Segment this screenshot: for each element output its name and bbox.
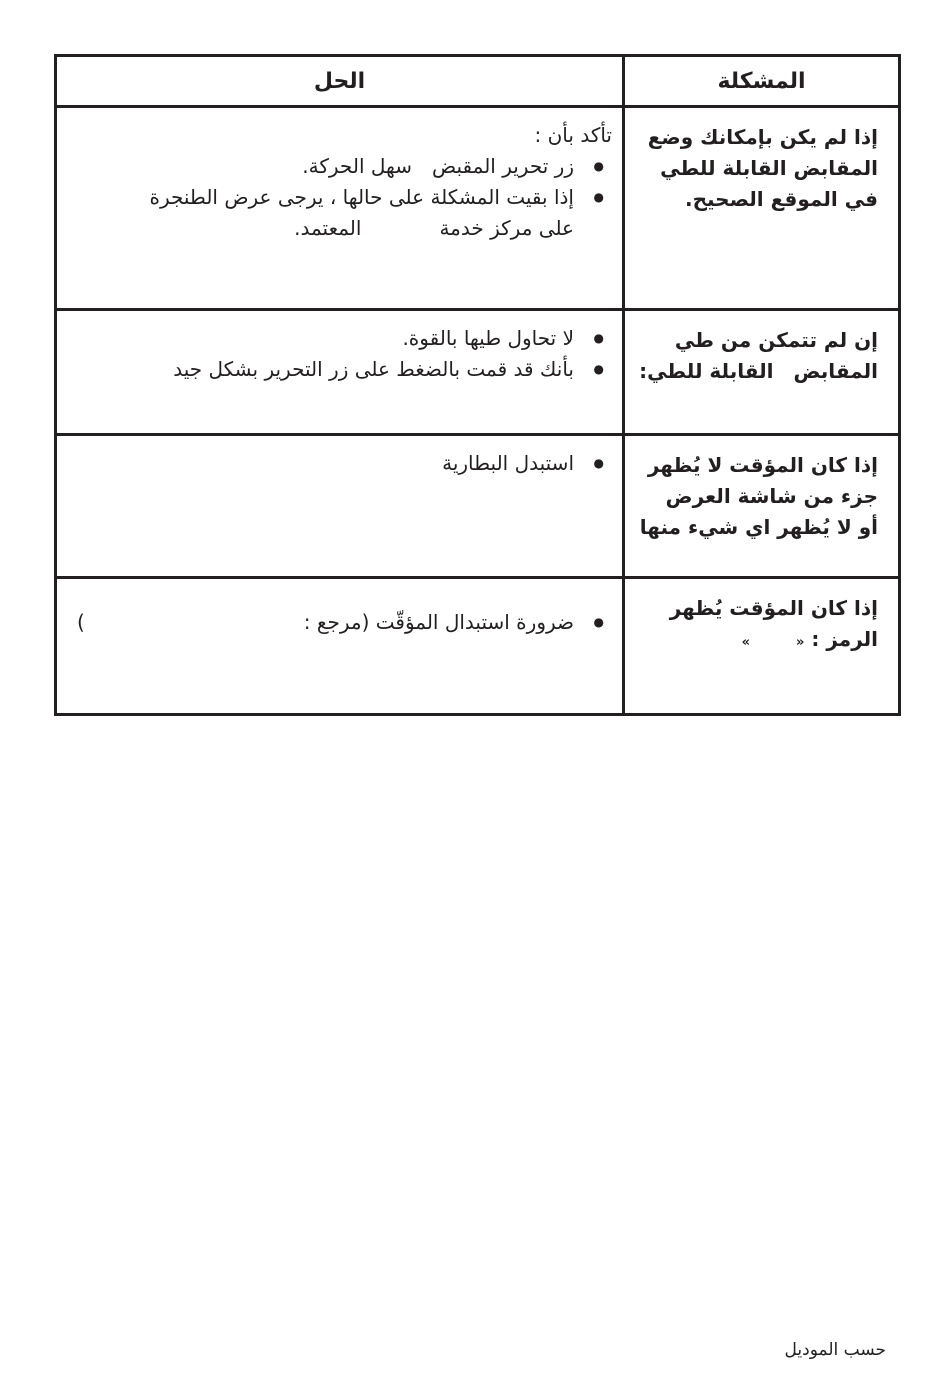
problem-cell [624,310,900,435]
table-row [56,107,900,310]
symbol-quote-close: » [741,635,751,650]
table-row [56,578,900,715]
solution-intro: تأكد بأن : [534,123,612,147]
problem-line: إذا لم يكن بإمكانك وضع [647,125,878,149]
troubleshooting-table-wrapper [54,54,898,716]
table-row [56,435,900,578]
problem-line: جزء من شاشة العرض [665,484,878,508]
list-item [77,607,574,638]
solution-text: ● إذا بقيت المشكلة على حالها ، يرجى عرض الطنجرة [149,185,574,209]
list-item: ● لا تحاول طيها بالقوة. [77,323,574,354]
solution-cell [56,578,624,715]
problem-line: القابلة للطي: [639,359,774,383]
solution-cell [56,107,624,310]
solution-close-paren: ) [77,610,85,634]
solution-cell [56,435,624,578]
problem-line: إن لم تتمكن من طي [674,328,878,352]
list-item: ● بأنك قد قمت بالضغط على زر التحرير بشكل جيد [77,354,574,385]
problem-line: في الموقع الصحيح. [685,187,878,211]
list-item [77,182,574,244]
solution-text: المعتمد. [294,216,362,240]
solution-cell [56,310,624,435]
problem-cell [624,578,900,715]
problem-line: المقابض القابلة للطي [660,156,878,180]
list-item [77,151,574,182]
table-header-row [56,56,900,107]
table-row [56,310,900,435]
problem-line: الرمز : [811,627,878,651]
header-solution: الحل [56,56,624,107]
header-problem: المشكلة [624,56,900,107]
symbol-quote-open: « [796,635,805,650]
problem-cell [624,107,900,310]
solution-text: زر تحرير المقبض [431,154,574,178]
problem-line: المقابض [793,359,878,383]
solution-list [77,607,612,638]
solution-list [77,323,612,385]
footer-note: حسب الموديل [784,1340,886,1360]
problem-line: إذا كان المؤقت لا يُظهر [647,453,878,477]
problem-line: أو لا يُظهر اي شيء منها [639,515,878,539]
solution-text: ● ضرورة استبدال المؤقّت (مرجع : [303,610,574,634]
solution-text: على مركز خدمة [439,216,574,240]
problem-line: إذا كان المؤقت يُظهر [669,596,878,620]
list-item: ● استبدل البطارية [77,448,574,479]
problem-cell [624,435,900,578]
solution-list [77,448,612,479]
solution-list [77,151,612,244]
troubleshooting-table [54,54,901,716]
solution-text: سهل الحركة. [302,154,412,178]
